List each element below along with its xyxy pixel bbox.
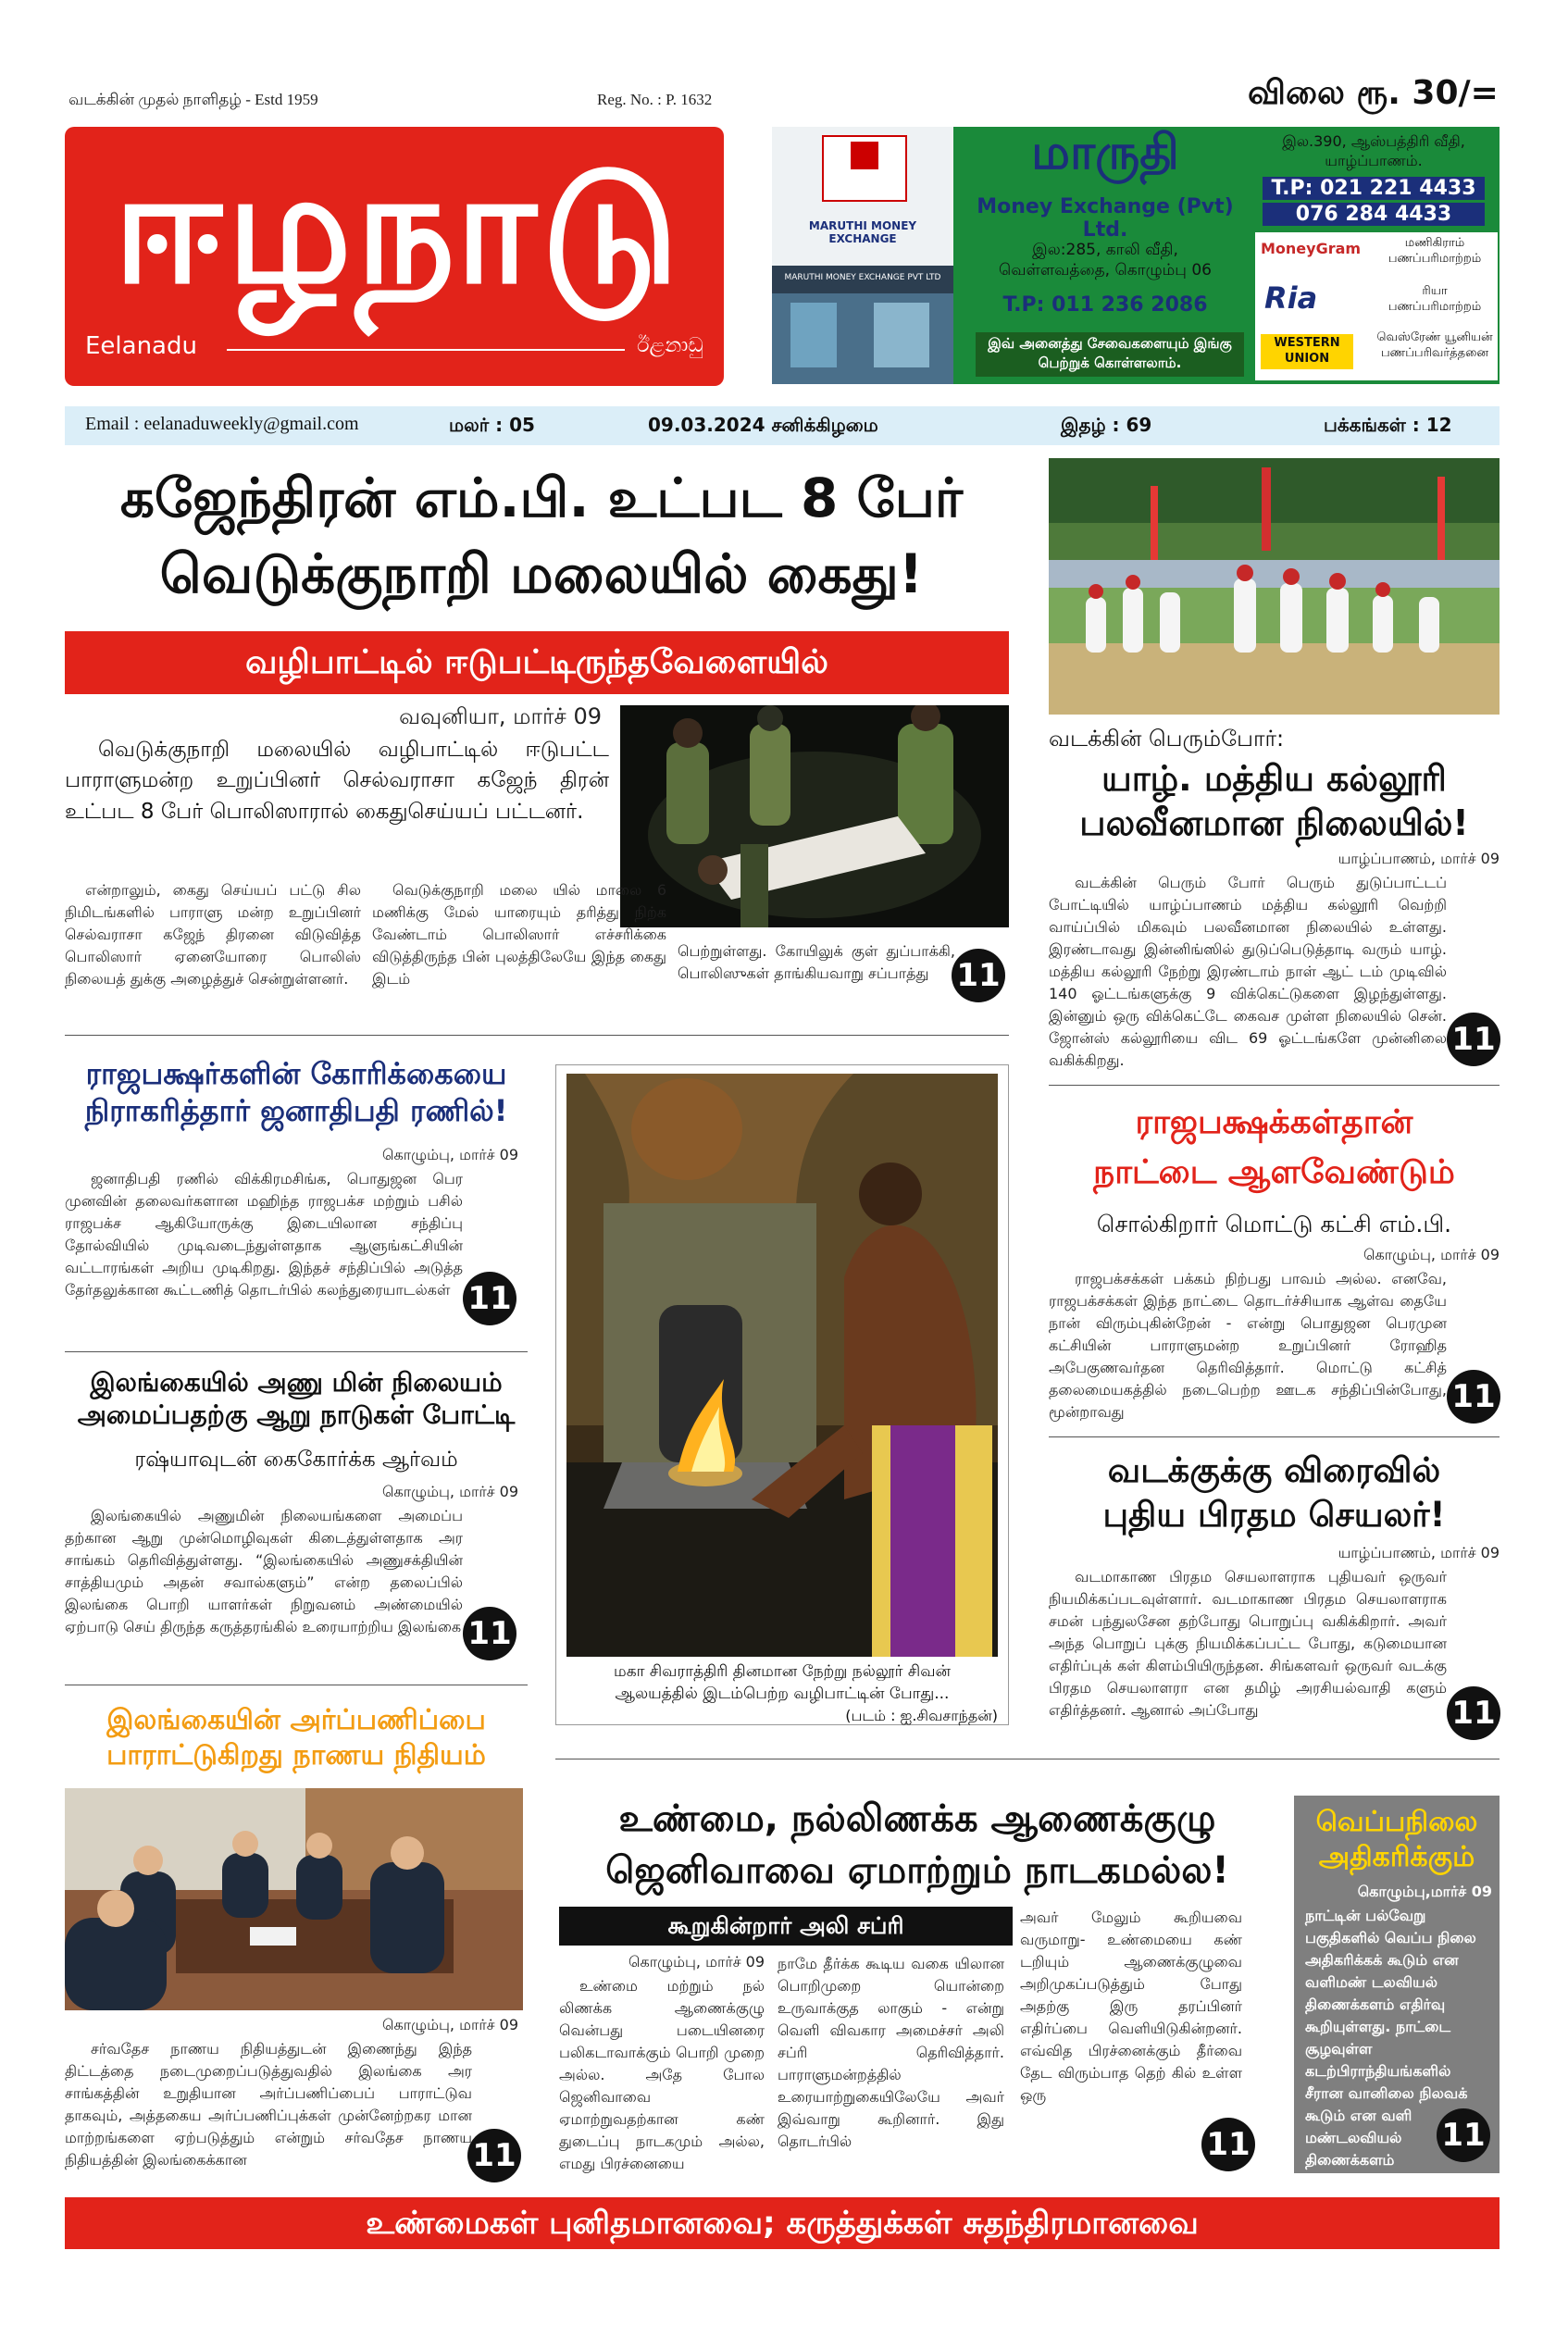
rajapaksa-headline-line1[interactable]: ராஜபக்ஷக்கள்தான் [1135, 1103, 1413, 1141]
secretary-continued-badge[interactable]: 11 [1447, 1686, 1500, 1740]
secretary-headline-line1[interactable]: வடக்குக்கு விரைவில் [1107, 1450, 1441, 1490]
ad-phone-jaffna-2: 076 284 4433 [1263, 203, 1485, 226]
ad-sign-title: MARUTHI MONEY EXCHANGE [808, 219, 917, 245]
footer-slogan: உண்மைகள் புனிதமானவை; கருத்துக்கள் சுதந்திரமானவை [65, 2197, 1500, 2249]
ad-shop-photo [772, 127, 953, 384]
photo-credit: (படம் : ஐ.சிவசாந்தன்) [845, 1707, 998, 1724]
email-address[interactable]: Email : eelanaduweekly@gmail.com [85, 414, 359, 434]
truth-headline-line2[interactable]: ஜெனிவாவை ஏமாற்றும் நாடகமல்ல! [605, 1849, 1229, 1892]
lead-col3: பெற்றுள்ளது. கோயிலுக் குள் துப்பாக்கி, பொலிஸுகள் தாங்கியவாறு சப்பாத்து [678, 942, 955, 982]
cricket-bottom-rule [1049, 1085, 1500, 1086]
lead-continued-badge[interactable]: 11 [952, 949, 1005, 1002]
ranil-continued-badge[interactable]: 11 [463, 1272, 516, 1325]
ad-company: Money Exchange (Pvt) Ltd. [977, 195, 1234, 242]
ad-address-jaffna: இல.390, ஆஸ்பத்திரி வீதி, யாழ்ப்பாணம். [1282, 132, 1465, 169]
logo-divider [227, 349, 625, 351]
rajapaksa-subhead: சொல்கிறார் மொட்டு கட்சி எம்.பி. [1096, 1211, 1452, 1237]
nuclear-continued-badge[interactable]: 11 [463, 1607, 516, 1660]
ria-desc: ரியா பணப்பரிமாற்றம் [1388, 284, 1482, 314]
maruthi-ad[interactable] [772, 127, 1500, 384]
ranil-headline[interactable]: ராஜபக்ஷர்களின் கோரிக்கையை நிராகரித்தார் ஜனாதிபதி ரணில்! [84, 1056, 508, 1128]
ranil-dateline: கொழும்பு, மார்ச் 09 [382, 1146, 518, 1163]
photo-caption-line1: மகா சிவராத்திரி தினமான நேற்று நல்லூர் சிவன் [614, 1662, 951, 1681]
imf-meeting-photo [65, 1788, 523, 2010]
cricket-kicker: வடக்கின் பெரும்போர்: [1049, 726, 1285, 752]
secretary-dateline: யாழ்ப்பாணம், மார்ச் 09 [1338, 1544, 1500, 1561]
ad-phone-colombo: T.P: 011 236 2086 [1002, 293, 1208, 317]
lead-intro: வெடுக்குநாறி மலையில் வழிபாட்டில் ஈடுபட்ட பாராளுமன்ற உறுப்பினர் செல்வராசா கஜேந் திரன் உட்பட 8 பேர் பொலிஸாரால் கைதுசெய்யப் பட்டனர். [65, 738, 609, 824]
imf-continued-badge[interactable]: 11 [467, 2129, 521, 2182]
secretary-headline-line2[interactable]: புதிய பிரதம செயலர்! [1102, 1495, 1446, 1535]
truth-kicker: கூறுகின்றார் அலி சப்ரி [559, 1907, 1013, 1946]
lead-kicker: வழிபாட்டில் ஈடுபட்டிருந்தவேளையில் [65, 631, 1009, 694]
lead-col2: வெடுக்குநாறி மலை யில் மாலை 6 மணிக்கு மேல் யாரையும் தரித்து நிற்க வேண்டாம் பொலிஸார் எச்சரிக்கை விடுத்திருந்த பின் புலத்திலேயே இந்த கைது இடம் [372, 881, 666, 988]
lead-arrest-photo [620, 705, 1009, 927]
cricket-dateline: யாழ்ப்பாணம், மார்ச் 09 [1338, 850, 1500, 867]
lead-headline-line1[interactable]: கஜேந்திரன் எம்.பி. உட்பட 8 பேர் [119, 466, 964, 529]
imf-dateline: கொழும்பு, மார்ச் 09 [382, 2016, 518, 2033]
truth-continued-badge[interactable]: 11 [1201, 2118, 1255, 2171]
heat-body: நாட்டின் பல்வேறு பகுதிகளில் வெப்ப நிலை அதிகரிக்கக் கூடும் என வளிமண் டலவியல் திணைக்களம் எதிர்வு கூறியுள்ளது. நாட்டை சூழவுள்ள கடற்பிராந்தியங்களில் சீரான வானிலை நிலவக் கூடும் என வளி மண்டலவியல் திணைக்களம் [1305, 1907, 1476, 2169]
truth-col2: நாமே தீர்க்க கூடிய வகை யிலான பொறிமுறை யொன்றை உருவாக்குத லாகும் - என்று வெளி விவகார அமைச்சர் அலி சப்ரி தெரிவித்தார். பாராளுமன்றத்தில் உரையாற்றுகையிலேயே அவர் இவ்வாறு கூறினார். இது தொடர்பில் [778, 1955, 1004, 2150]
page-count: பக்கங்கள் : 12 [1324, 414, 1452, 436]
issue-number: இதழ் : 69 [1061, 414, 1152, 436]
imf-headline[interactable]: இலங்கையின் அர்ப்பணிப்பை பாராட்டுகிறது நாணய நிதியம் [106, 1704, 486, 1772]
heat-headline[interactable]: வெப்பநிலை அதிகரிக்கும் [1315, 1806, 1478, 1873]
lead-dateline: வவுனியா, மார்ச் 09 [399, 703, 602, 729]
photo-caption-line2: ஆலயத்தில் இடம்பெற்ற வழிபாட்டின் போது... [615, 1685, 950, 1703]
lead-col1: என்றாலும், கைது செய்யப் பட்டு சில நிமிடங்களில் பாராளு மன்ற உறுப்பினர் செல்வராசா கஜேந் திரனை விடுவித்த பொலிஸார் ஏனையோரை பொலிஸ் நிலையத் துக்கு அழைத்துச் சென்றுள்ளனர். [65, 881, 361, 988]
logo-text: ஈழநாடு [113, 137, 683, 318]
nuclear-headline[interactable]: இலங்கையில் அணு மின் நிலையம் அமைப்பதற்கு ஆறு நாடுகள் போட்டி [77, 1367, 516, 1430]
western-union-logo: WESTERN UNION [1261, 334, 1353, 369]
lead-bottom-rule [65, 1035, 1009, 1036]
ad-brand: மாருதி [1031, 127, 1179, 180]
price: விலை ரூ. 30/= [1248, 74, 1499, 112]
lead-headline-line2[interactable]: வெடுக்குநாறி மலையில் கைது! [159, 542, 924, 605]
moneygram-desc: மணிகிராம் பணப்பரிமாற்றம் [1388, 236, 1482, 266]
moneygram-logo: MoneyGram [1261, 240, 1362, 257]
ad-sign-sub: MARUTHI MONEY EXCHANGE PVT LTD [784, 273, 941, 282]
volume-number: மலர் : 05 [449, 414, 535, 436]
rajapaksa-body: ராஜபக்சக்கள் பக்கம் நிற்பது பாவம் அல்ல. எனவே, ராஜபக்சக்கள் இந்த நாட்டை தொடர்ச்சியாக ஆள்வ தையே நான் விரும்புகின்றேன் - என்று பொதுஜன பெரமுன கட்சியின் பாராளுமன்ற உறுப்பினர் ரோஹித அபேகுணவர்தன தெரிவித்தார். மொட்டு கட்சித் தலைமையகத்தில் நடைபெற்ற ஊடக சந்திப்பின்போது, மூன்றாவது [1049, 1270, 1447, 1421]
secretary-body: வடமாகாண பிரதம செயலாளராக புதியவர் ஒருவர் நியமிக்கப்படவுள்ளார். வடமாகாண பிரதம செயலாளராக சமன் பந்துலசேன தற்போது பொறுப்பு வகிக்கிறார். அவர் அந்த பொறுப் புக்கு நியமிக்கப்பட்ட போது, கடுமையான எதிர்ப்புக் கள் கிளம்பியிருந்தன. சிங்களவர் ஒருவர் வடக்கு பிரதம செயலாளரா என தமிழ் அரசியல்வாதி களும் எதிர்த்தனர். ஆனால் அப்போது [1049, 1568, 1447, 1719]
nuclear-subhead: ரஷ்யாவுடன் கைகோர்க்க ஆர்வம் [134, 1448, 458, 1472]
tagline: வடக்கின் முதல் நாளிதழ் - Estd 1959 [68, 91, 318, 108]
truth-headline-line1[interactable]: உண்மை, நல்லிணக்க ஆணைக்குழு [618, 1797, 1216, 1840]
ad-phone-jaffna-1: T.P: 021 221 4433 [1263, 177, 1485, 200]
cricket-body: வடக்கின் பெரும் போர் பெரும் துடுப்பாட்டப் போட்டியில் யாழ்ப்பாணம் மத்திய கல்லூரி வெற்றி வாய்ப்பில் மிகவும் பலவீனமான நிலையில் உள்ளது. இரண்டாவது இன்னிங்ஸில் துடுப்பெடுத்தாடி வரும் யாழ். மத்திய கல்லூரி நேற்று இரண்டாம் நாள் ஆட் டம் முடிவில் 140 ஓட்டங்களுக்கு 9 விக்கெட்டுகளை இழந்துள்ளது. இன்னும் ஒரு விக்கெட்டே கைவச முள்ள நிலையில் சென். ஜோன்ஸ் கல்லூரியை விட 69 ஓட்டங்களே முன்னிலை வகிக்கிறது. [1049, 874, 1447, 1069]
nuclear-body: இலங்கையில் அணுமின் நிலையங்களை அமைப்ப தற்கான ஆறு முன்மொழிவுகள் கிடைத்துள்ளதாக அர சாங்கம் தெரிவித்துள்ளது. “இலங்கையில் அணுசக்தியின் சாத்தியமும் அதன் சவால்களும்” என்ற தலைப்பில் இலங்கை பொறி யாளர்கள் நிறுவனம் அண்மையில் ஏற்பாடு செய் திருந்த கருத்தரங்கில் உரையாற்றிய இலங்கை [65, 1507, 463, 1635]
rajapaksa-dateline: கொழும்பு, மார்ச் 09 [1363, 1246, 1500, 1263]
truth-dateline: கொழும்பு, மார்ச் 09 [628, 1953, 765, 1971]
imf-body: சர்வதேச நாணய நிதியத்துடன் இணைந்து இந்த திட்டத்தை நடைமுறைப்படுத்துவதில் இலங்கை அர சாங்கத்தின் உறுதியான அர்ப்பணிப்பைப் பாராட்டுவ தாகவும், அத்தகைய அர்ப்பணிப்புக்கள் முன்னேற்றகர மான மாற்றங்களை ஏற்படுத்தும் என்றும் சர்வதேச நாணய நிதியத்தின் இலங்கைக்கான [65, 2040, 472, 2169]
ad-service-note: இவ் அனைத்து சேவைகளையும் இங்கு பெற்றுக் கொள்ளலாம். [976, 332, 1244, 377]
heat-continued-badge[interactable]: 11 [1437, 2108, 1490, 2162]
truth-col3: அவர் மேலும் கூறியவை வருமாறு- உண்மையை கண் டறியும் ஆணைக்குழுவை அறிமுகப்படுத்தும் போது அதற்கு இரு தரப்பினர் எதிர்ப்பை வெளியிடுகின்றனர். எவ்வித பிரச்னைக்கும் தீர்வை தேட விரும்பாத தெற் கில் உள்ள ஒரு [1020, 1909, 1242, 2104]
cricket-continued-badge[interactable]: 11 [1447, 1013, 1500, 1066]
ad-services-panel [1255, 232, 1498, 380]
logo-small: ඊළනාඩු [637, 334, 703, 357]
rajapaksa-bottom-rule [1049, 1436, 1500, 1437]
nuclear-dateline: கொழும்பு, மார்ச் 09 [382, 1483, 518, 1500]
ad-address-colombo: இல:285, காலி வீதி, வெள்ளவத்தை, கொழும்பு 06 [998, 241, 1212, 280]
ranil-bottom-rule [65, 1351, 528, 1352]
truth-col1: உண்மை மற்றும் நல் லிணக்க ஆணைக்குழு வென்பது படையினரை பலிகடாவாக்கும் பொறி முறை அல்ல. அதே போல ஜெனிவாவை ஏமாற்றுவதற்கான கண் துடைப்பு நாடகமும் அல்ல, எமது பிரச்னையை [559, 1977, 765, 2172]
issue-date: 09.03.2024 சனிக்கிழமை [648, 414, 878, 436]
reg-number: Reg. No. : P. 1632 [597, 91, 713, 108]
western-union-desc: வெஸ்ரேண் யூனியன் பணப்பரிவர்த்தனை [1376, 330, 1493, 360]
ranil-body: ஜனாதிபதி ரணில் விக்கிரமசிங்க, பொதுஜன பெர முனவின் தலைவர்களான மஹிந்த ராஜபக்ச மற்றும் பசில் ராஜபக்ச ஆகியோருக்கு இடையிலான சந்திப்பு தோல்வியில் முடிவடைந்துள்ளதாக ஆளுங்கட்சியின் வட்டாரங்கள் அறிய முடிகிறது. இந்தச் சந்திப்பில் அடுத்த தேர்தலுக்கான கூட்டணித் தொடர்பில் கலந்துரையாடல்கள் [65, 1170, 463, 1299]
temple-worship-photo [566, 1074, 998, 1657]
ria-logo: Ria [1264, 280, 1318, 316]
logo-english: Eelanadu [85, 332, 197, 360]
rajapaksa-continued-badge[interactable]: 11 [1447, 1370, 1500, 1424]
masthead-logo[interactable] [65, 127, 724, 386]
rajapaksa-headline-line2[interactable]: நாட்டை ஆளவேண்டும் [1093, 1153, 1455, 1191]
cricket-photo [1049, 458, 1500, 715]
heat-dateline: கொழும்பு,மார்ச் 09 [1357, 1883, 1492, 1900]
cricket-headline[interactable]: யாழ். மத்திய கல்லூரி பலவீனமான நிலையில்! [1079, 758, 1469, 843]
